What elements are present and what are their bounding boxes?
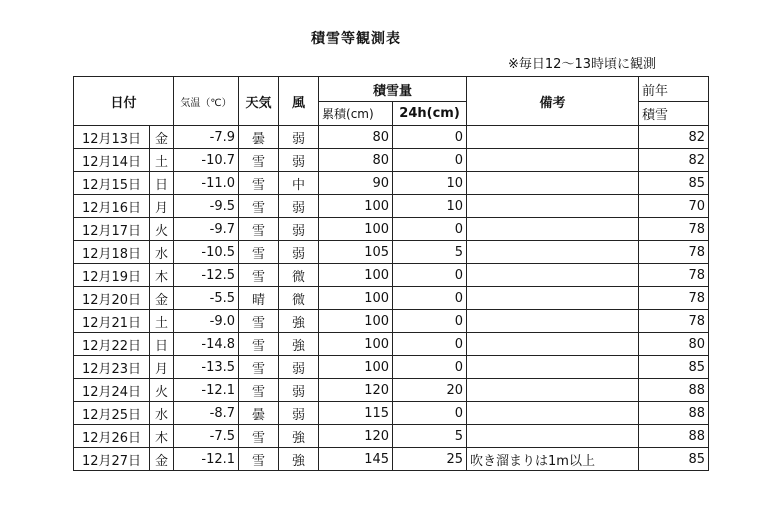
snow-24h-cell: 10 — [393, 195, 467, 218]
day-of-week-cell: 月 — [150, 195, 174, 218]
snow-total-cell: 145 — [319, 448, 393, 471]
temperature-cell: -12.5 — [174, 264, 239, 287]
remarks-cell — [467, 126, 639, 149]
remarks-cell — [467, 195, 639, 218]
date-cell: 12月17日 — [74, 218, 150, 241]
weather-cell: 晴 — [239, 287, 279, 310]
date-cell: 12月15日 — [74, 172, 150, 195]
date-cell: 12月14日 — [74, 149, 150, 172]
remarks-cell — [467, 172, 639, 195]
date-cell: 12月22日 — [74, 333, 150, 356]
wind-cell: 強 — [279, 425, 319, 448]
table-row — [74, 149, 709, 172]
temperature-cell: -10.5 — [174, 241, 239, 264]
snow-total-cell: 100 — [319, 333, 393, 356]
weather-cell: 雪 — [239, 172, 279, 195]
table-row — [74, 264, 709, 287]
prev-year-snow-cell: 82 — [639, 126, 709, 149]
table-row — [74, 402, 709, 425]
header-snow-24h: 24h(cm) — [393, 102, 467, 126]
snow-total-cell: 100 — [319, 264, 393, 287]
prev-year-snow-cell: 78 — [639, 241, 709, 264]
prev-year-snow-cell: 70 — [639, 195, 709, 218]
temperature-cell: -10.7 — [174, 149, 239, 172]
snow-24h-cell: 0 — [393, 356, 467, 379]
snow-total-cell: 100 — [319, 310, 393, 333]
date-cell: 12月24日 — [74, 379, 150, 402]
snow-total-cell: 100 — [319, 218, 393, 241]
temperature-cell: -7.9 — [174, 126, 239, 149]
snow-observation-table — [73, 76, 709, 471]
wind-cell: 弱 — [279, 241, 319, 264]
prev-year-snow-cell: 85 — [639, 172, 709, 195]
day-of-week-cell: 日 — [150, 333, 174, 356]
day-of-week-cell: 火 — [150, 379, 174, 402]
weather-cell: 雪 — [239, 264, 279, 287]
day-of-week-cell: 土 — [150, 149, 174, 172]
table-row — [74, 287, 709, 310]
table-row — [74, 172, 709, 195]
temperature-cell: -9.0 — [174, 310, 239, 333]
day-of-week-cell: 木 — [150, 264, 174, 287]
remarks-cell — [467, 402, 639, 425]
day-of-week-cell: 日 — [150, 172, 174, 195]
remarks-cell — [467, 356, 639, 379]
snow-24h-cell: 5 — [393, 241, 467, 264]
table-row — [74, 126, 709, 149]
date-cell: 12月18日 — [74, 241, 150, 264]
prev-year-snow-cell: 80 — [639, 333, 709, 356]
weather-cell: 雪 — [239, 379, 279, 402]
snow-total-cell: 80 — [319, 126, 393, 149]
header-date: 日付 — [74, 77, 174, 126]
header-snow-total: 累積(cm) — [319, 102, 393, 126]
prev-year-snow-cell: 82 — [639, 149, 709, 172]
day-of-week-cell: 金 — [150, 448, 174, 471]
day-of-week-cell: 月 — [150, 356, 174, 379]
remarks-cell: 吹き溜まりは1m以上 — [467, 448, 639, 471]
wind-cell: 中 — [279, 172, 319, 195]
table-row — [74, 333, 709, 356]
page-title: 積雪等観測表 — [311, 31, 401, 47]
table-row — [74, 425, 709, 448]
snow-24h-cell: 0 — [393, 287, 467, 310]
weather-cell: 雪 — [239, 149, 279, 172]
day-of-week-cell: 水 — [150, 402, 174, 425]
temperature-cell: -11.0 — [174, 172, 239, 195]
weather-cell: 雪 — [239, 218, 279, 241]
prev-year-snow-cell: 78 — [639, 218, 709, 241]
snow-total-cell: 100 — [319, 195, 393, 218]
date-cell: 12月26日 — [74, 425, 150, 448]
snow-total-cell: 120 — [319, 379, 393, 402]
wind-cell: 弱 — [279, 402, 319, 425]
snow-24h-cell: 0 — [393, 218, 467, 241]
temperature-cell: -5.5 — [174, 287, 239, 310]
snow-24h-cell: 0 — [393, 126, 467, 149]
observation-note: ※毎日12～13時頃に観測 — [508, 57, 656, 72]
header-temperature: 気温（℃） — [174, 77, 239, 126]
date-cell: 12月27日 — [74, 448, 150, 471]
snow-24h-cell: 0 — [393, 333, 467, 356]
header-remarks: 備考 — [467, 77, 639, 126]
date-cell: 12月25日 — [74, 402, 150, 425]
snow-24h-cell: 0 — [393, 264, 467, 287]
remarks-cell — [467, 218, 639, 241]
weather-cell: 雪 — [239, 448, 279, 471]
prev-year-snow-cell: 88 — [639, 425, 709, 448]
snow-24h-cell: 5 — [393, 425, 467, 448]
remarks-cell — [467, 264, 639, 287]
temperature-cell: -12.1 — [174, 448, 239, 471]
prev-year-snow-cell: 85 — [639, 448, 709, 471]
day-of-week-cell: 火 — [150, 218, 174, 241]
header-prev-year-line1: 前年 — [639, 77, 709, 102]
remarks-cell — [467, 287, 639, 310]
day-of-week-cell: 土 — [150, 310, 174, 333]
snow-total-cell: 105 — [319, 241, 393, 264]
snow-total-cell: 90 — [319, 172, 393, 195]
temperature-cell: -9.5 — [174, 195, 239, 218]
date-cell: 12月19日 — [74, 264, 150, 287]
table-body — [74, 126, 709, 471]
wind-cell: 弱 — [279, 195, 319, 218]
wind-cell: 強 — [279, 448, 319, 471]
date-cell: 12月21日 — [74, 310, 150, 333]
wind-cell: 弱 — [279, 356, 319, 379]
table-row — [74, 241, 709, 264]
snow-24h-cell: 0 — [393, 402, 467, 425]
remarks-cell — [467, 241, 639, 264]
wind-cell: 弱 — [279, 379, 319, 402]
snow-total-cell: 115 — [319, 402, 393, 425]
wind-cell: 強 — [279, 333, 319, 356]
day-of-week-cell: 木 — [150, 425, 174, 448]
table-row — [74, 218, 709, 241]
prev-year-snow-cell: 78 — [639, 310, 709, 333]
prev-year-snow-cell: 78 — [639, 264, 709, 287]
remarks-cell — [467, 379, 639, 402]
remarks-cell — [467, 149, 639, 172]
wind-cell: 微 — [279, 264, 319, 287]
remarks-cell — [467, 333, 639, 356]
header-snow-amount: 積雪量 — [319, 77, 467, 102]
snow-total-cell: 100 — [319, 356, 393, 379]
wind-cell: 弱 — [279, 218, 319, 241]
snow-24h-cell: 25 — [393, 448, 467, 471]
table-row — [74, 195, 709, 218]
table-row — [74, 379, 709, 402]
snow-total-cell: 120 — [319, 425, 393, 448]
table-row — [74, 310, 709, 333]
snow-24h-cell: 10 — [393, 172, 467, 195]
temperature-cell: -7.5 — [174, 425, 239, 448]
date-cell: 12月13日 — [74, 126, 150, 149]
date-cell: 12月20日 — [74, 287, 150, 310]
weather-cell: 曇 — [239, 126, 279, 149]
wind-cell: 弱 — [279, 126, 319, 149]
temperature-cell: -13.5 — [174, 356, 239, 379]
weather-cell: 雪 — [239, 333, 279, 356]
wind-cell: 弱 — [279, 149, 319, 172]
table-row — [74, 356, 709, 379]
weather-cell: 雪 — [239, 241, 279, 264]
weather-cell: 雪 — [239, 310, 279, 333]
prev-year-snow-cell: 78 — [639, 287, 709, 310]
snow-total-cell: 80 — [319, 149, 393, 172]
weather-cell: 曇 — [239, 402, 279, 425]
temperature-cell: -14.8 — [174, 333, 239, 356]
snow-24h-cell: 20 — [393, 379, 467, 402]
wind-cell: 強 — [279, 310, 319, 333]
weather-cell: 雪 — [239, 425, 279, 448]
wind-cell: 微 — [279, 287, 319, 310]
remarks-cell — [467, 425, 639, 448]
weather-cell: 雪 — [239, 356, 279, 379]
header-weather: 天気 — [239, 77, 279, 126]
date-cell: 12月23日 — [74, 356, 150, 379]
header-prev-year-line2: 積雪 — [639, 102, 709, 126]
prev-year-snow-cell: 88 — [639, 402, 709, 425]
day-of-week-cell: 水 — [150, 241, 174, 264]
temperature-cell: -8.7 — [174, 402, 239, 425]
snow-24h-cell: 0 — [393, 149, 467, 172]
day-of-week-cell: 金 — [150, 287, 174, 310]
temperature-cell: -9.7 — [174, 218, 239, 241]
remarks-cell — [467, 310, 639, 333]
snow-24h-cell: 0 — [393, 310, 467, 333]
prev-year-snow-cell: 85 — [639, 356, 709, 379]
prev-year-snow-cell: 88 — [639, 379, 709, 402]
weather-cell: 雪 — [239, 195, 279, 218]
temperature-cell: -12.1 — [174, 379, 239, 402]
table-row — [74, 448, 709, 471]
header-wind: 風 — [279, 77, 319, 126]
day-of-week-cell: 金 — [150, 126, 174, 149]
snow-total-cell: 100 — [319, 287, 393, 310]
date-cell: 12月16日 — [74, 195, 150, 218]
